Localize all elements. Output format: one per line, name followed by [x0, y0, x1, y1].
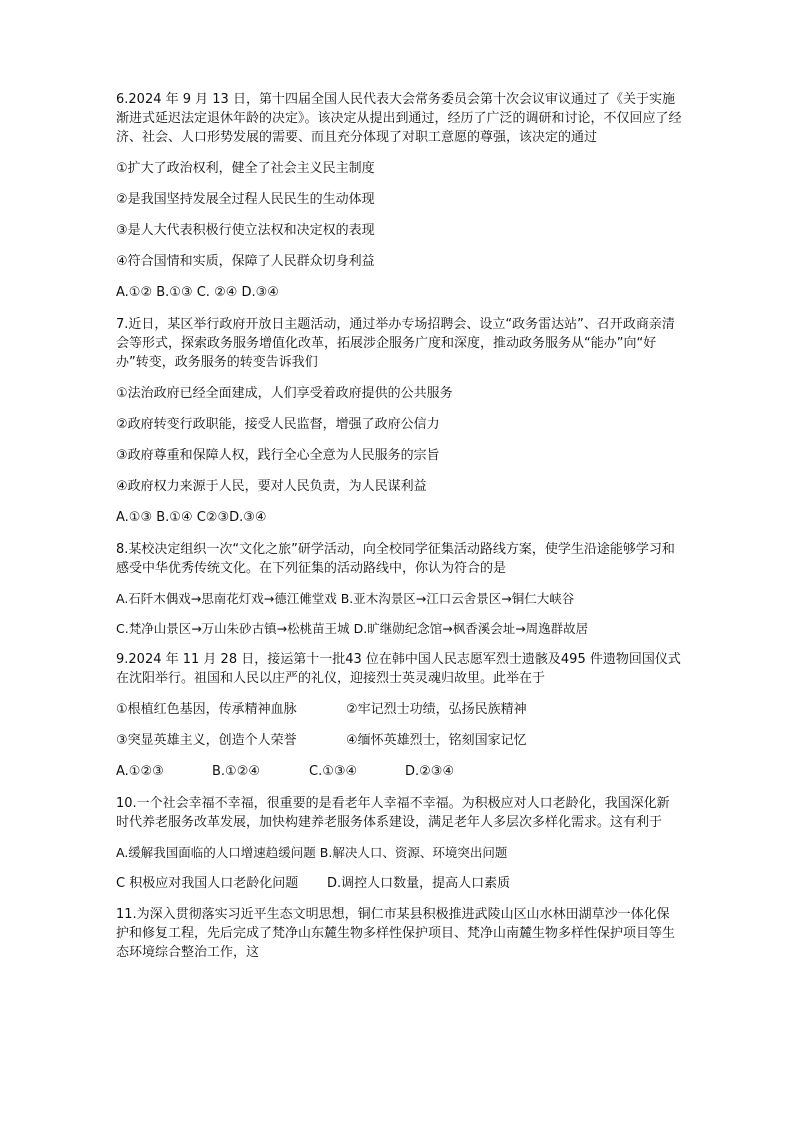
question-9-option-c: C.①③④	[309, 764, 358, 779]
question-8-options-cd: C.梵净山景区→万山朱砂古镇→松桃苗王城 D.旷继勋纪念馆→枫香溪会址→周逸群故居	[116, 621, 589, 636]
question-9-option-b: B.①②④	[212, 764, 261, 779]
question-9-item-4: ④缅怀英雄烈士，铭刻国家记忆	[346, 733, 527, 748]
question-8-stem: 8.某校决定组织一次“文化之旅”研学活动，向全校同学征集活动路线方案，使学生沿途能够学习和感受中华优秀传统文化。在下列征集的活动路线中，你认为符合的是	[116, 542, 675, 576]
question-6-item-1: ①扩大了政治权利，健全了社会主义民主制度	[116, 161, 375, 176]
question-9-stem: 9.2024 年 11 月 28 日，接运第十一批43 位在韩中国人民志愿军烈士遗骸及495 件遗物回国仪式在沈阳举行。祖国和人民以庄严的礼仪，迎接烈士英灵魂归故里。此举在于	[116, 652, 681, 686]
question-7-answers: A.①③ B.①④ C②③D.③④	[116, 510, 267, 525]
question-9-item-2: ②牢记烈士功绩，弘扬民族精神	[346, 702, 527, 717]
exam-page	[116, 90, 682, 962]
question-7-item-3: ③政府尊重和保障人权，践行全心全意为人民服务的宗旨	[116, 448, 440, 463]
question-10-option-c: C 积极应对我国人口老龄化问题	[116, 876, 299, 891]
question-9-item-1: ①根植红色基因，传承精神血脉	[116, 702, 297, 717]
question-9-items-row-1	[116, 700, 682, 719]
question-10-option-d: D.调控人口数量，提高人口素质	[327, 876, 511, 891]
question-9-answers	[116, 762, 682, 781]
question-11-stem: 11.为深入贯彻落实习近平生态文明思想，铜仁市某县积极推进武陵山区山水林田湖草沙一体化保护和修复工程，先后完成了梵净山东麓生物多样性保护项目、梵净山南麓生物多样性保护项目等生态环境综合整治工作，这	[116, 907, 676, 960]
question-10-options-ab: A.缓解我国面临的人口增速趋缓问题 B.解决人口、资源、环境突出问题	[116, 845, 508, 860]
question-6-item-3: ③是人大代表积极行使立法权和决定权的表现	[116, 223, 375, 238]
question-6-item-2: ②是我国坚持发展全过程人民民生的生动体现	[116, 192, 375, 207]
question-9-option-a: A.①②③	[116, 764, 164, 779]
question-7-item-4: ④政府权力来源于人民，要对人民负责，为人民谋利益	[116, 479, 427, 494]
question-9-item-3: ③突显英雄主义，创造个人荣誉	[116, 733, 297, 748]
question-7-stem: 7.近日，某区举行政府开放日主题活动，通过举办专场招聘会、设立“政务雷达站”、召开政商亲清会等形式，探索政务服务增值化改革，拓展涉企服务广度和深度，推动政务服务从“能办”向“好办”转变，政务服务的转变告诉我们	[116, 317, 675, 370]
question-6-answers: A.①② B.①③ C. ②④ D.③④	[116, 285, 279, 300]
question-10-options-cd	[116, 874, 682, 893]
question-7-item-1: ①法治政府已经全面建成，人们享受着政府提供的公共服务	[116, 386, 453, 401]
question-9-items-row-2	[116, 731, 682, 750]
question-6-item-4: ④符合国情和实质，保障了人民群众切身利益	[116, 254, 375, 269]
question-8-options-ab: A.石阡木偶戏→思南花灯戏→德江傩堂戏 B.亚木沟景区→江口云舍景区→铜仁大峡谷	[116, 591, 575, 606]
question-6-stem: 6.2024 年 9 月 13 日，第十四届全国人民代表大会常务委员会第十次会议审议通过了《关于实施渐进式延迟法定退休年龄的决定》。该决定从提出到通过，经历了广泛的调研和讨论，不仅回应了经济、社会、人口形势发展的需要、而且充分体现了对职工意愿的尊强，该决定的通过	[116, 92, 682, 145]
question-7-item-2: ②政府转变行政职能，接受人民监督，增强了政府公信力	[116, 417, 440, 432]
question-10-stem: 10.一个社会幸福不幸福，很重要的是看老年人幸福不幸福。为积极应对人口老龄化，我国深化新时代养老服务改革发展，加快构建养老服务体系建设，满足老年人多层次多样化需求。这有利于	[116, 796, 670, 830]
question-9-option-d: D.②③④	[405, 764, 455, 779]
